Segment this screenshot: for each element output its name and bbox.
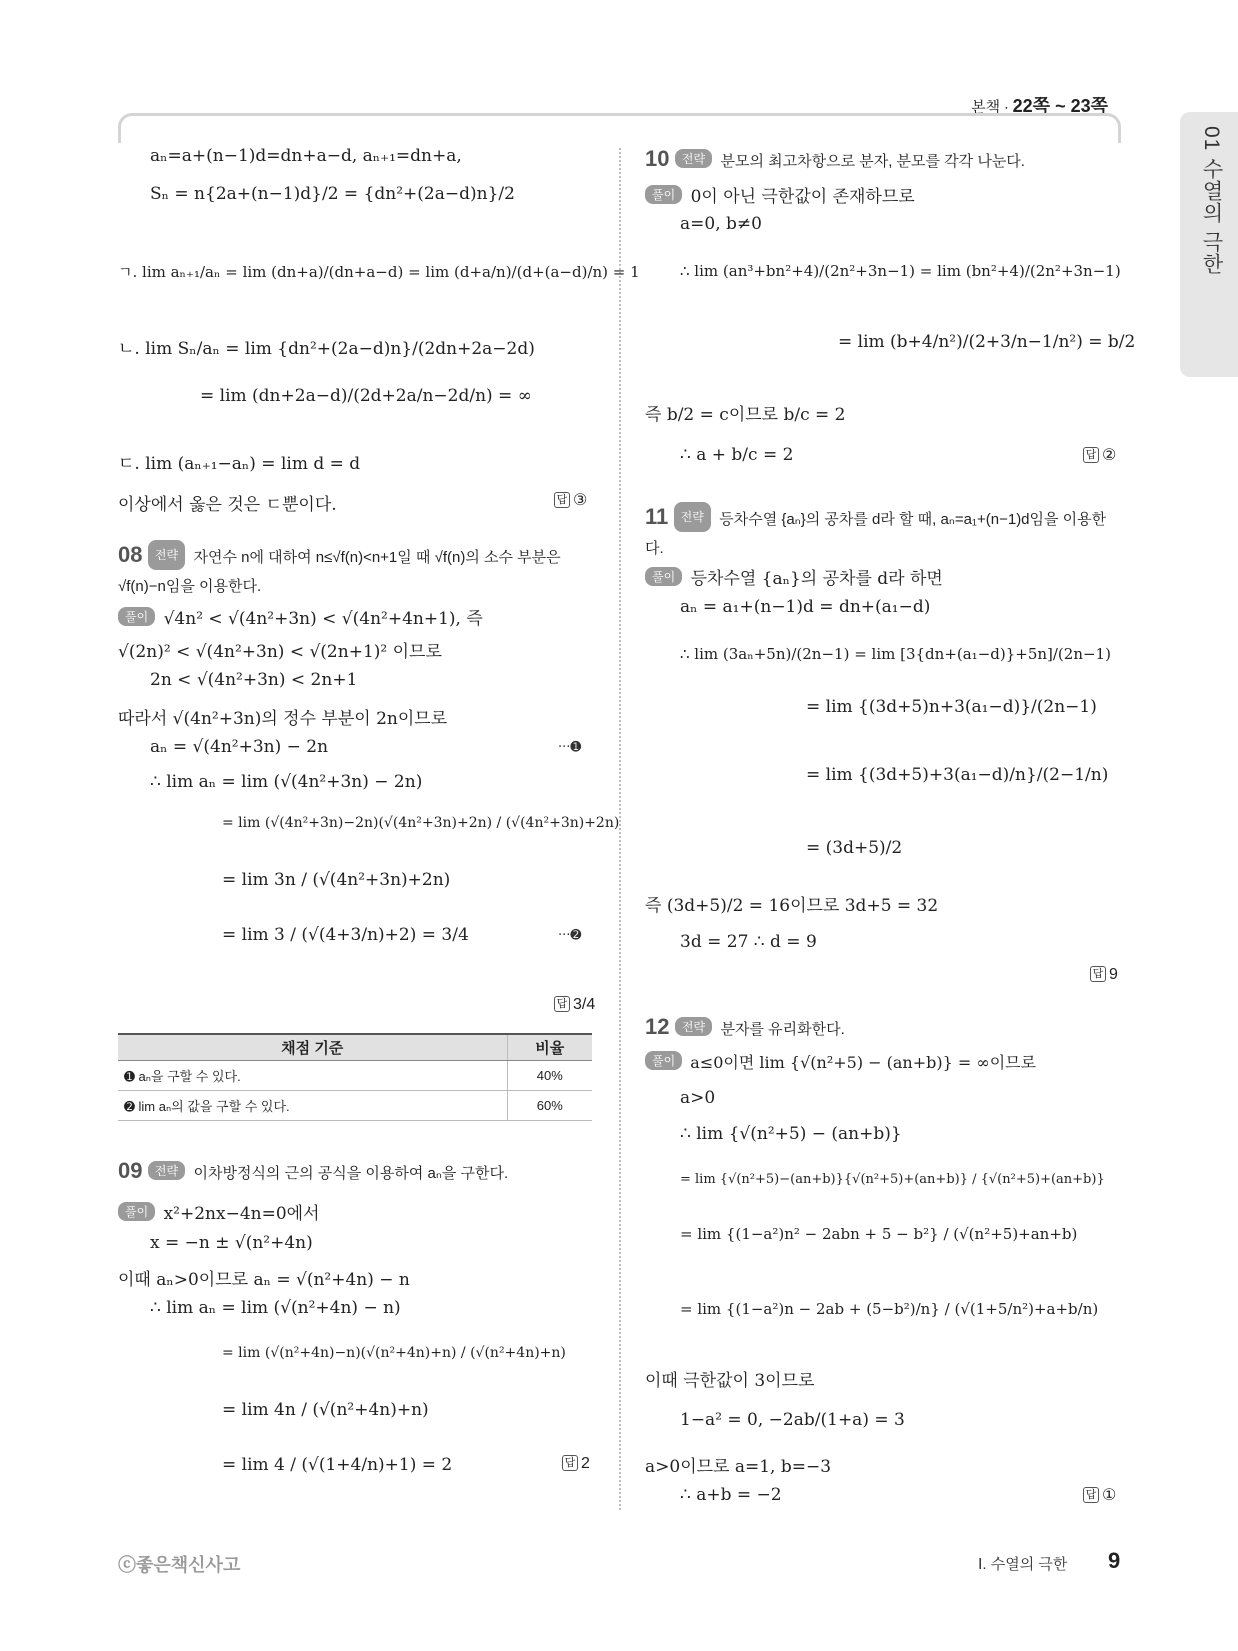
problem-12-line-8: 1−a² = 0, −2ab/(1+a) = 3 xyxy=(680,1410,905,1430)
scoring-rubric-table xyxy=(118,1033,592,1121)
problem-08-line-3: 2n < √(4n²+3n) < 2n+1 xyxy=(150,670,358,690)
problem-11-strategy: 등차수열 {aₙ}의 공차를 d라 할 때, aₙ=a₁+(n−1)d임을 이용한다. xyxy=(645,511,1107,557)
header-book-label: 본책 xyxy=(971,99,1001,116)
header-pages: 22쪽 ~ 23쪽 xyxy=(1012,96,1108,116)
answer-box-icon: 답 xyxy=(554,492,570,508)
problem-11-line-7: 즉 (3d+5)/2 = 16이므로 3d+5 = 32 xyxy=(645,896,939,916)
strategy-chip: 전략 xyxy=(675,1017,712,1036)
left-line-5: = lim (dn+2a−d)/(2d+2a/n−2d/n) = ∞ xyxy=(200,386,532,406)
solution-chip: 풀이 xyxy=(645,1051,682,1070)
marker-2: ···➋ xyxy=(558,928,582,943)
marker-1: ···➊ xyxy=(558,740,582,755)
strategy-chip: 전략 xyxy=(674,502,711,532)
top-frame xyxy=(118,113,1121,143)
footer-publisher: ⓒ좋은책신사고 xyxy=(118,1555,241,1575)
problem-08-line-2: √(2n)² < √(4n²+3n) < √(2n+1)² 이므로 xyxy=(118,642,442,662)
problem-09-line-6: = lim 4n / (√(n²+4n)+n) xyxy=(222,1400,429,1420)
answer-12 xyxy=(1083,1485,1116,1505)
problem-08-line-6: ∴ lim aₙ = lim (√(4n²+3n) − 2n) xyxy=(150,772,423,792)
problem-12-number: 12 xyxy=(645,1014,670,1039)
problem-11-line-6: = (3d+5)/2 xyxy=(806,838,903,858)
problem-12-line-9: a>0이므로 a=1, b=−3 xyxy=(645,1457,832,1477)
problem-10-header xyxy=(645,146,1025,172)
left-line-6: ㄷ. lim (aₙ₊₁−aₙ) = lim d = d xyxy=(118,454,361,474)
left-line-3: ㄱ. lim aₙ₊₁/aₙ = lim (dn+a)/(dn+a−d) = lim (d+a/n)/(d+(a−d)/n) = 1 xyxy=(118,263,640,281)
problem-10-line-4: = lim (b+4/n²)/(2+3/n−1/n²) = b/2 xyxy=(838,332,1136,352)
problem-09-strategy: 이차방정식의 근의 공식을 이용하여 aₙ을 구한다. xyxy=(193,1165,509,1182)
problem-10-line-6: ∴ a + b/c = 2 xyxy=(680,445,794,465)
rubric-ratio: 60% xyxy=(507,1090,592,1120)
strategy-chip: 전략 xyxy=(675,149,712,168)
problem-12-header xyxy=(645,1014,845,1040)
rubric-ratio: 40% xyxy=(507,1060,592,1090)
problem-10-solution-line-1 xyxy=(645,182,915,207)
answer-box-icon: 답 xyxy=(1083,447,1099,463)
problem-10-line-1: 0이 아닌 극한값이 존재하므로 xyxy=(690,187,915,207)
rubric-row xyxy=(118,1090,592,1120)
answer-10 xyxy=(1083,445,1116,465)
rubric-row xyxy=(118,1060,592,1090)
rubric-header-ratio: 비율 xyxy=(507,1034,592,1060)
answer-10-value: ② xyxy=(1102,447,1117,464)
rubric-header-row xyxy=(118,1034,592,1060)
problem-12-line-4: = lim {√(n²+5)−(an+b)}{√(n²+5)+(an+b)} / {√(n²+5)+(an+b)} xyxy=(680,1172,1105,1187)
left-line-7: 이상에서 옳은 것은 ㄷ뿐이다. xyxy=(118,495,337,515)
problem-08-line-1: √4n² < √(4n²+3n) < √(4n²+4n+1), 즉 xyxy=(163,609,483,629)
problem-08-solution-line-1 xyxy=(118,604,483,629)
problem-11-line-1: 등차수열 {aₙ}의 공차를 d라 하면 xyxy=(690,569,943,589)
problem-09-header xyxy=(118,1158,508,1184)
problem-12-line-6: = lim {(1−a²)n − 2ab + (5−b²)/n} / (√(1+5/n²)+a+b/n) xyxy=(680,1300,1099,1318)
answer-08-value: 3/4 xyxy=(573,996,596,1013)
answer-box-icon: 답 xyxy=(1083,1487,1099,1503)
problem-09-number: 09 xyxy=(118,1158,143,1183)
problem-11-header xyxy=(645,502,1121,563)
problem-08-number: 08 xyxy=(118,542,143,567)
answer-box-icon: 답 xyxy=(554,996,570,1012)
answer-11 xyxy=(1090,966,1118,984)
problem-09-line-3: 이때 aₙ>0이므로 aₙ = √(n²+4n) − n xyxy=(118,1270,410,1290)
left-line-4: ㄴ. lim Sₙ/aₙ = lim {dn²+(2a−d)n}/(2dn+2a−2d) xyxy=(118,339,535,359)
problem-12-line-10: ∴ a+b = −2 xyxy=(680,1485,782,1505)
problem-11-line-3: ∴ lim (3aₙ+5n)/(2n−1) = lim [3{dn+(a₁−d)}+5n]/(2n−1) xyxy=(680,645,1111,663)
problem-08-line-5: aₙ = √(4n²+3n) − 2n xyxy=(150,737,329,757)
answer-box-icon: 답 xyxy=(562,1455,578,1471)
solution-chip: 풀이 xyxy=(118,1202,155,1221)
problem-11-solution-line-1 xyxy=(645,564,943,589)
problem-12-line-7: 이때 극한값이 3이므로 xyxy=(645,1371,815,1391)
problem-12-solution-line-1 xyxy=(645,1050,1036,1073)
solution-chip: 풀이 xyxy=(118,607,155,626)
problem-10-line-2: a=0, b≠0 xyxy=(680,214,762,234)
left-line-1: aₙ=a+(n−1)d=dn+a−d, aₙ₊₁=dn+a, xyxy=(150,146,462,166)
problem-10-line-3: ∴ lim (an³+bn²+4)/(2n²+3n−1) = lim (bn²+4)/(2n²+3n−1) xyxy=(680,262,1121,280)
problem-11-line-5: = lim {(3d+5)+3(a₁−d)/n}/(2−1/n) xyxy=(806,765,1109,785)
header-page-reference: 본책 ∙ 22쪽 ~ 23쪽 xyxy=(971,96,1108,116)
problem-08-line-9: = lim 3 / (√(4+3/n)+2) = 3/4 xyxy=(222,925,469,945)
problem-12-line-2: a>0 xyxy=(680,1088,716,1108)
problem-09-solution-line-1 xyxy=(118,1199,320,1224)
footer-section: Ⅰ. 수열의 극한 xyxy=(978,1556,1068,1573)
problem-12-strategy: 분자를 유리화한다. xyxy=(720,1021,845,1038)
problem-08-line-4: 따라서 √(4n²+3n)의 정수 부분이 2n이므로 xyxy=(118,709,448,729)
solution-chip: 풀이 xyxy=(645,185,682,204)
problem-11-number: 11 xyxy=(645,504,669,529)
problem-09-line-4: ∴ lim aₙ = lim (√(n²+4n) − n) xyxy=(150,1298,401,1318)
problem-08-line-7: = lim (√(4n²+3n)−2n)(√(4n²+3n)+2n) / (√(4n²+3n)+2n) xyxy=(222,815,620,831)
answer-07-value: ③ xyxy=(573,492,588,509)
problem-10-line-5: 즉 b/2 = c이므로 b/c = 2 xyxy=(645,405,846,425)
strategy-chip: 전략 xyxy=(148,540,185,570)
problem-09-line-2: x = −n ± √(n²+4n) xyxy=(150,1233,313,1253)
problem-10-number: 10 xyxy=(645,146,670,171)
strategy-chip: 전략 xyxy=(148,1161,185,1180)
problem-11-line-2: aₙ = a₁+(n−1)d = dn+(a₁−d) xyxy=(680,597,931,617)
chapter-side-tab xyxy=(1180,112,1238,377)
problem-08-line-8: = lim 3n / (√(4n²+3n)+2n) xyxy=(222,870,451,890)
problem-11-line-8: 3d = 27 ∴ d = 9 xyxy=(680,932,817,952)
answer-08 xyxy=(554,996,595,1014)
footer-page-number: 9 xyxy=(1108,1548,1121,1573)
rubric-criterion: ➋ lim aₙ의 값을 구할 수 있다. xyxy=(118,1090,507,1120)
problem-08-header xyxy=(118,540,592,601)
problem-09-line-5: = lim (√(n²+4n)−n)(√(n²+4n)+n) / (√(n²+4n)+n) xyxy=(222,1345,566,1361)
problem-09-line-1: x²+2nx−4n=0에서 xyxy=(163,1204,320,1224)
answer-11-value: 9 xyxy=(1109,966,1118,983)
solution-chip: 풀이 xyxy=(645,567,682,586)
problem-09-line-7: = lim 4 / (√(1+4/n)+1) = 2 xyxy=(222,1455,453,1475)
answer-box-icon: 답 xyxy=(1090,966,1106,982)
problem-08-strategy: 자연수 n에 대하여 n≤√f(n)<n+1일 때 √f(n)의 소수 부분은 √f(n)−n임을 이용한다. xyxy=(118,549,561,595)
problem-12-line-3: ∴ lim {√(n²+5) − (an+b)} xyxy=(680,1124,902,1144)
problem-12-line-1: a≤0이면 lim {√(n²+5) − (an+b)} = ∞이므로 xyxy=(690,1053,1037,1072)
rubric-criterion: ➊ aₙ을 구할 수 있다. xyxy=(118,1060,507,1090)
problem-10-strategy: 분모의 최고차항으로 분자, 분모를 각각 나눈다. xyxy=(720,153,1025,170)
answer-09 xyxy=(562,1455,590,1473)
rubric-header-criterion: 채점 기준 xyxy=(118,1034,507,1060)
chapter-side-tab-label: 01 수열의 극한 xyxy=(1200,126,1223,276)
answer-12-value: ① xyxy=(1102,1487,1117,1504)
left-line-2: Sₙ = n{2a+(n−1)d}/2 = {dn²+(2a−d)n}/2 xyxy=(150,184,515,204)
problem-12-line-5: = lim {(1−a²)n² − 2abn + 5 − b²} / (√(n²+5)+an+b) xyxy=(680,1225,1078,1243)
answer-09-value: 2 xyxy=(581,1455,590,1472)
problem-11-line-4: = lim {(3d+5)n+3(a₁−d)}/(2n−1) xyxy=(806,697,1097,717)
answer-07 xyxy=(554,490,587,510)
